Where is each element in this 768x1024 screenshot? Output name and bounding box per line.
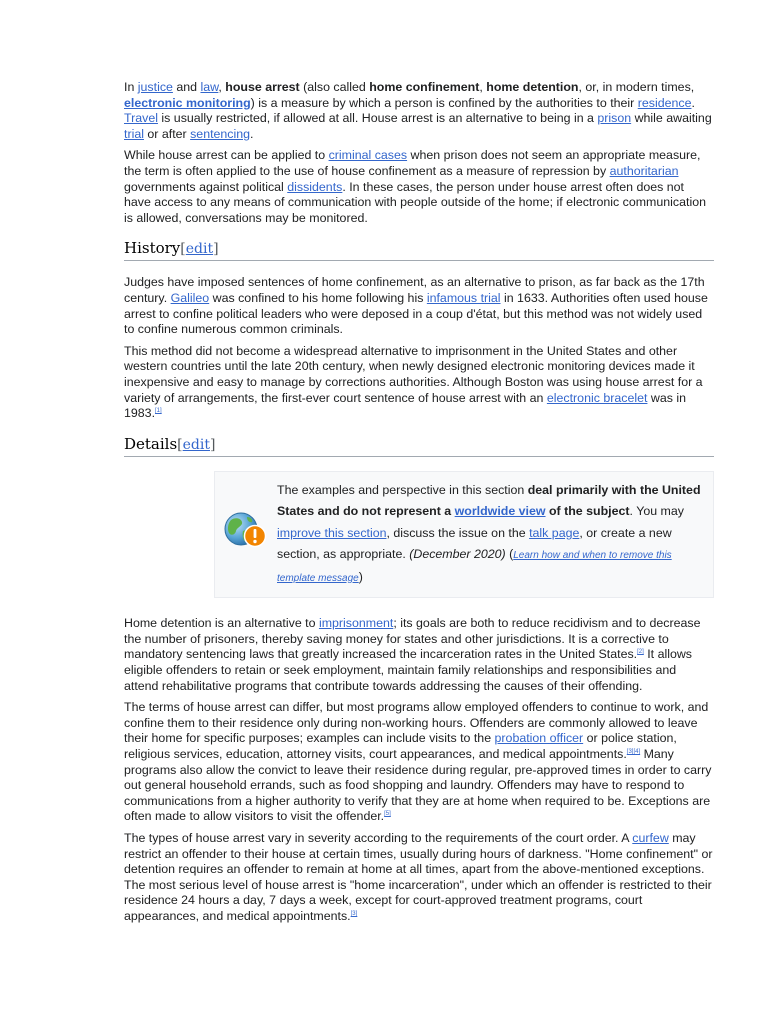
- link-law[interactable]: law: [200, 80, 219, 94]
- notice-text: The examples and perspective in this section deal primarily with the United States and do not represent a worldwide view of the subject. You may improve this section, discuss the issue on the talk page, or create a new section, as appropriate. (December 2020) (Learn how and when to remove this template message): [277, 482, 701, 584]
- history-heading-title: History: [124, 239, 181, 258]
- reference-1[interactable]: [1]: [155, 407, 162, 414]
- globalize-notice-box: [214, 471, 714, 599]
- link-trial[interactable]: trial: [124, 126, 144, 141]
- intro-paragraph-2: While house arrest can be applied to criminal cases when prison does not seem an appropriate measure, the term is often applied to the use of house confinement as a measure of repression by authoritarian governments against political dissidents. In these cases, the person under house arrest often does not have access to any means of communication with people outside of the home; if electronic communication is allowed, conversations may be monitored.: [124, 148, 706, 225]
- reference-3[interactable]: [3]: [350, 910, 358, 917]
- reference-3-4[interactable]: [3][4]: [626, 748, 641, 755]
- link-galileo[interactable]: Galileo: [170, 290, 210, 305]
- link-dissidents[interactable]: dissidents: [287, 179, 343, 194]
- link-electronic-monitoring[interactable]: electronic monitoring: [124, 95, 251, 110]
- link-curfew[interactable]: curfew: [632, 830, 669, 845]
- link-residence[interactable]: residence: [637, 95, 692, 110]
- link-justice[interactable]: justice: [137, 80, 173, 94]
- term-home-confinement: home confinement: [369, 80, 480, 94]
- link-talk-page[interactable]: talk page: [529, 525, 580, 540]
- link-sentencing[interactable]: sentencing: [190, 126, 251, 141]
- link-learn-how-to-remove[interactable]: Learn how and when to remove this template message: [277, 550, 672, 584]
- link-worldwide-view[interactable]: worldwide view: [454, 504, 546, 519]
- details-paragraph-1: Home detention is an alternative to imprisonment; its goals are both to reduce recidivism and to decrease the number of prisoners, thereby saving money for states and other jurisdictions. It is a corrective to mandatory sentencing laws that greatly increased the incarceration rates in the United States.[2] It allows eligible offenders to retain or seek employment, maintain family relationships and responsibilities and attend rehabilitative programs that contribute towards addressing the causes of their offending.: [124, 616, 701, 693]
- link-authoritarian[interactable]: authoritarian: [609, 163, 679, 178]
- link-imprisonment[interactable]: imprisonment: [318, 616, 394, 631]
- reference-5[interactable]: [5]: [384, 811, 391, 818]
- reference-2[interactable]: [2]: [637, 649, 644, 656]
- history-paragraph-2: This method did not become a widespread alternative to imprisonment in the United States and other western countries until the late 20th century, when newly designed electronic monitoring devices made it inexpensive and easy to manage by corrections authorities. Although Boston was using house arrest for a variety of arrangements, the first-ever court sentence of house arrest with an electronic bracelet was in 1983.[1]: [124, 343, 703, 421]
- link-travel[interactable]: Travel: [124, 111, 158, 126]
- link-infamous-trial[interactable]: infamous trial: [426, 290, 501, 305]
- link-criminal-cases[interactable]: criminal cases: [328, 148, 408, 163]
- details-paragraph-2: The terms of house arrest can differ, but most programs allow employed offenders to continue to work, and confine them to their residence only during non-working hours. Offenders are commonly allowed to leave their home for specific purposes; examples can include visits to the probation officer or police station, religious services, education, attorney visits, court appearances, and medical appointments.[3][4] Many programs also allow the convict to leave their residence during regular, pre-approved times in order to carry out general household errands, such as food shopping and laundry. Offenders may have to respond to communications from a higher authority to verify that they are at home when required to be. Exceptions are often made to allow visitors to visit the offender.[5]: [124, 700, 712, 824]
- details-heading: Details[edit]: [124, 434, 714, 457]
- history-paragraph-1: Judges have imposed sentences of home confinement, as an alternative to prison, as far back as the 17th century. Galileo was confined to his home following his infamous trial in 1633. Authorities often used house arrest to confine political leaders who were deposed in a coup d'état, but this method was not widely used to confine numerous common criminals.: [124, 275, 708, 337]
- details-edit-link[interactable]: edit: [182, 436, 210, 453]
- link-improve-this-section[interactable]: improve this section: [277, 525, 387, 540]
- notice-date: (December 2020): [409, 547, 506, 562]
- history-heading: History[edit]: [124, 238, 714, 261]
- article-body: [124, 80, 714, 930]
- history-edit-link[interactable]: edit: [185, 241, 214, 258]
- details-heading-title: Details: [124, 434, 178, 453]
- term-house-arrest: house arrest: [225, 80, 300, 94]
- globe-with-exclamation-icon: [223, 509, 269, 561]
- term-home-detention: home detention: [486, 80, 579, 94]
- intro-paragraph-1: In justice and law, house arrest (also called home confinement, home detention, or, in modern times, electronic monitoring) is a measure by which a person is confined by the authorities to their residence. Travel is usually restricted, if allowed at all. House arrest is an alternative to being in a prison while awaiting trial or after sentencing.: [124, 80, 712, 141]
- details-paragraph-3: The types of house arrest vary in severity according to the requirements of the court order. A curfew may restrict an offender to their house at certain times, usually during hours of darkness. "Home confinement" or detention requires an offender to remain at home at all times, apart from the above-mentioned exceptions. The most serious level of house arrest is "home incarceration", under which an offender is restricted to their residence 24 hours a day, 7 days a week, except for court-approved treatment programs, court appearances, and medical appointments.[3]: [124, 830, 713, 923]
- link-electronic-bracelet[interactable]: electronic bracelet: [546, 390, 648, 405]
- link-prison[interactable]: prison: [597, 111, 632, 126]
- link-probation-officer[interactable]: probation officer: [494, 731, 584, 746]
